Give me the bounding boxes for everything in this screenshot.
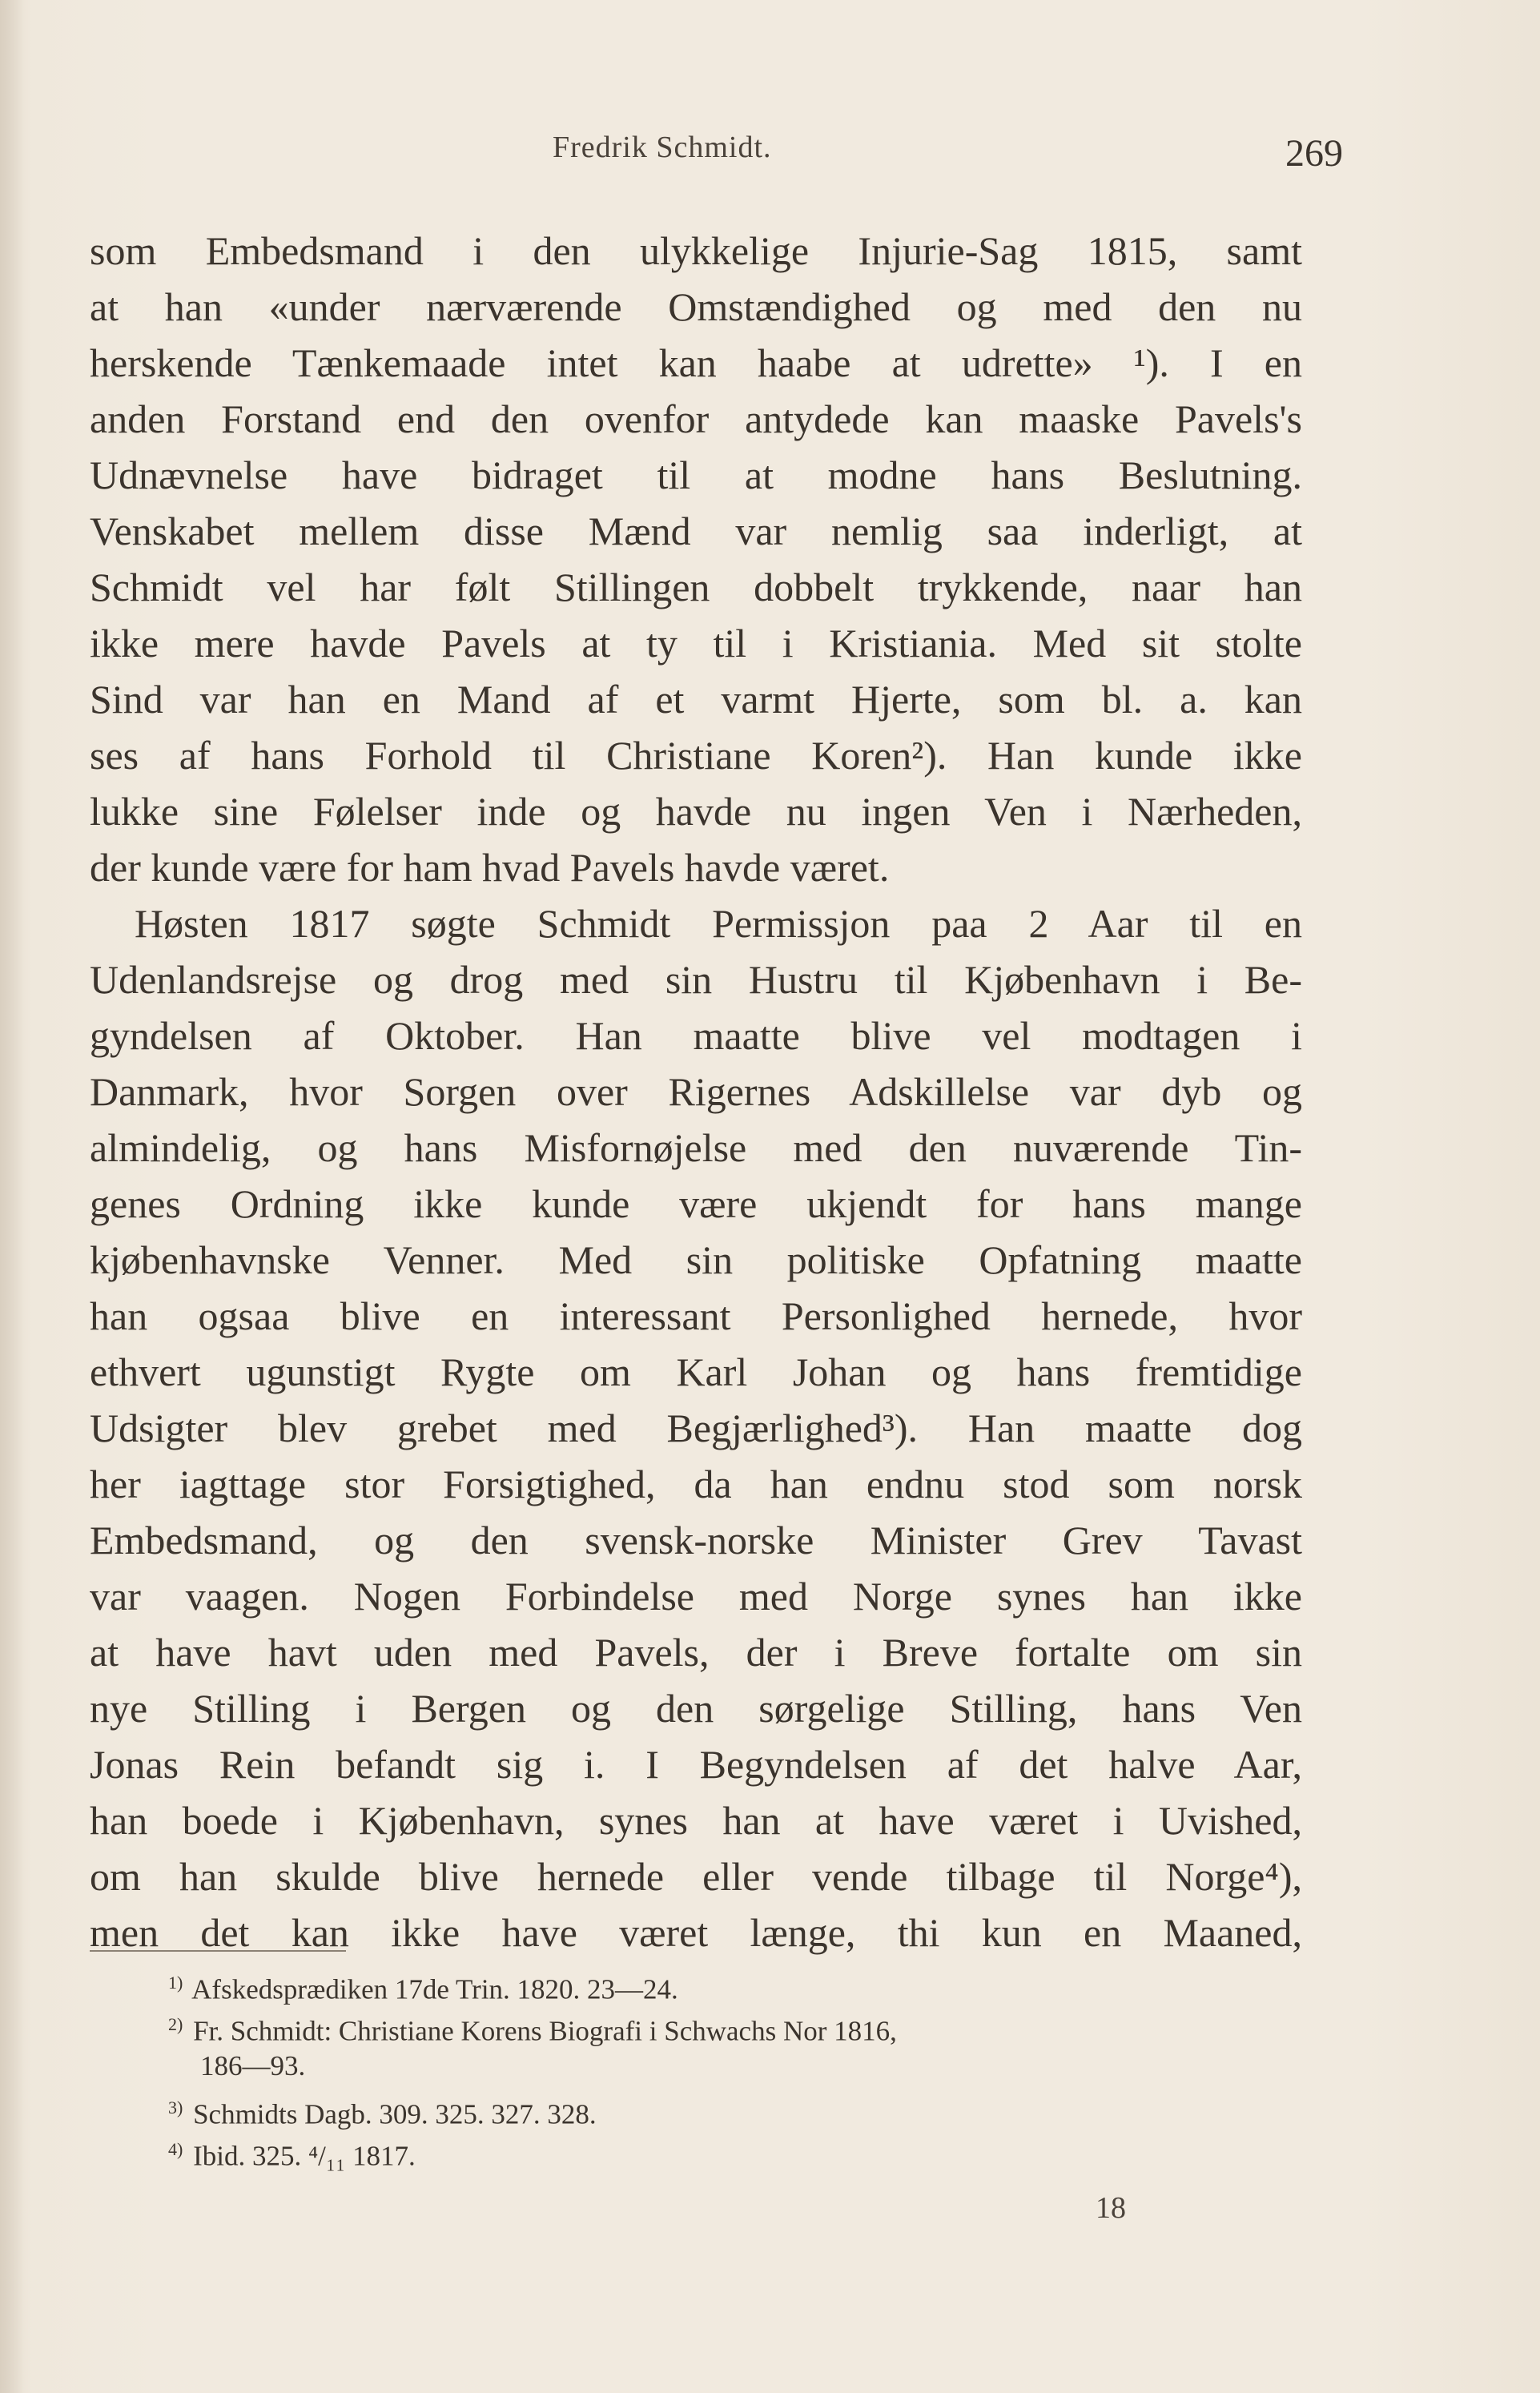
text-line: ethvert ugunstigt Rygte om Karl Johan og hans fremtidige [90,1349,1302,1394]
footnotes [168,1962,1305,2170]
footnote-text: Ibid. 325. ⁴/₁₁ 1817. [193,2140,416,2172]
body-text [90,223,1302,1961]
text-line: her iagttage stor Forsigtighed, da han endnu stod som norsk [90,1462,1302,1506]
text-line: var vaagen. Nogen Forbindelse med Norge synes han ikke [90,1574,1302,1619]
text-line: lukke sine Følelser inde og havde nu ingen Ven i Nærheden, [90,789,1302,834]
text-line: han boede i Kjøbenhavn, synes han at have været i Uvished, [90,1798,1302,1843]
running-header: Fredrik Schmidt. [553,131,772,164]
footnote-text: Fr. Schmidt: Christiane Korens Biografi i Schwachs Nor 1816, [193,2015,897,2047]
footnote-text: 186—93. [200,2050,306,2081]
text-line: almindelig, og hans Misfornøjelse med den nuværende Tin- [90,1125,1302,1170]
text-line: Embedsmand, og den svensk-norske Minister Grev Tavast [90,1518,1302,1562]
text-line: men det kan ikke have været længe, thi kun en Maaned, [90,1910,1302,1955]
text-line: Schmidt vel har følt Stillingen dobbelt trykkende, naar han [90,565,1302,609]
footnote [168,2087,1305,2129]
text-line: gyndelsen af Oktober. Han maatte blive vel modtagen i [90,1013,1302,1058]
text-line: Danmark, hvor Sorgen over Rigernes Adskillelse var dyb og [90,1069,1302,1114]
footnote-text: Schmidts Dagb. 309. 325. 327. 328. [193,2098,597,2130]
footnote [168,2004,1305,2045]
footnote-divider [90,1950,346,1952]
text-line: der kunde være for ham hvad Pavels havde været. [90,845,890,890]
text-line: Jonas Rein befandt sig i. I Begyndelsen af det halve Aar, [90,1742,1302,1787]
binding-shadow [0,0,24,2393]
text-line: kjøbenhavnske Venner. Med sin politiske Opfatning maatte [90,1237,1302,1282]
text-line: han ogsaa blive en interessant Personlighed hernede, hvor [90,1293,1302,1338]
text-line: Venskabet mellem disse Mænd var nemlig saa inderligt, at [90,509,1302,553]
footnote [168,2129,1305,2170]
footnote-mark: 4) [168,2139,183,2159]
text-line: ikke mere havde Pavels at ty til i Kristiania. Med sit stolte [90,621,1302,666]
text-line: Sind var han en Mand af et varmt Hjerte, som bl. a. kan [90,677,1302,722]
text-line: herskende Tænkemaade intet kan haabe at udrette» ¹). I en [90,340,1302,385]
footnote-mark: 1) [168,1973,183,1993]
text-line: at have havt uden med Pavels, der i Breve fortalte om sin [90,1630,1302,1675]
footnote-mark: 2) [168,2014,183,2034]
signature-mark: 18 [1096,2191,1126,2225]
text-line: ses af hans Forhold til Christiane Koren²). Han kunde ikke [90,733,1302,778]
text-line: Udenlandsrejse og drog med sin Hustru til Kjøbenhavn i Be- [90,957,1302,1002]
footnote [168,1962,1305,2004]
text-line: om han skulde blive hernede eller vende tilbage til Norge⁴), [90,1854,1302,1899]
text-line: Høsten 1817 søgte Schmidt Permissjon paa 2 Aar til en [135,901,1302,946]
footnote-continuation [168,2045,1305,2087]
footnote-text: Afskedsprædiken 17de Trin. 1820. 23—24. [191,1973,678,2005]
text-line: at han «under nærværende Omstændighed og med den nu [90,284,1302,329]
text-line: Udsigter blev grebet med Begjærlighed³). Han maatte dog [90,1406,1302,1450]
text-line: anden Forstand end den ovenfor antydede kan maaske Pavels's [90,396,1302,441]
footnote-mark: 3) [168,2097,183,2118]
page-number: 269 [1285,132,1343,175]
text-line: nye Stilling i Bergen og den sørgelige Stilling, hans Ven [90,1686,1302,1731]
text-line: genes Ordning ikke kunde være ukjendt for hans mange [90,1181,1302,1226]
text-line: som Embedsmand i den ulykkelige Injurie-Sag 1815, samt [90,228,1302,273]
text-line: Udnævnelse have bidraget til at modne hans Beslutning. [90,452,1302,497]
